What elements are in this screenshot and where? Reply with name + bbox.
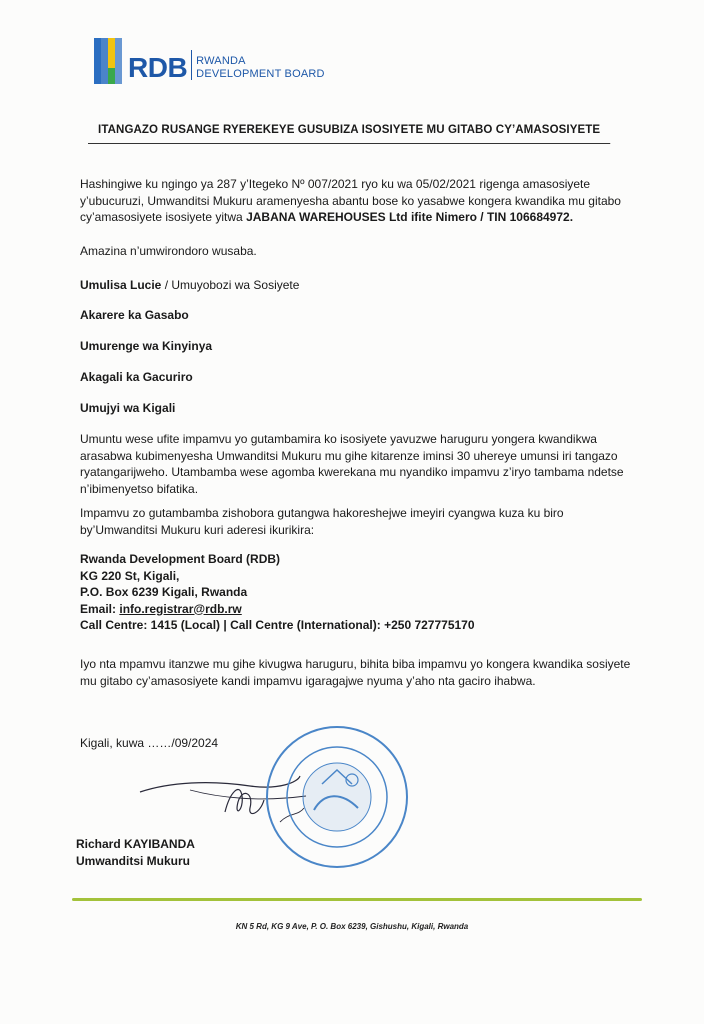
contact-street: KG 220 St, Kigali, <box>80 568 180 583</box>
signatory-name: Richard KAYIBANDA <box>76 837 195 851</box>
company-name: JABANA WAREHOUSES Ltd ifite Nimero / TIN 106684972. <box>246 210 574 224</box>
logo-divider <box>191 50 192 80</box>
logo-wordmark: RDB <box>128 52 188 83</box>
address-district: Akarere ka Gasabo <box>80 308 189 322</box>
contact-org: Rwanda Development Board (RDB) <box>80 552 281 566</box>
contact-po-box: P.O. Box 6239 Kigali, Rwanda <box>80 585 248 599</box>
contact-block <box>80 551 636 634</box>
email-link[interactable]: info.registrar@rdb.rw <box>119 601 242 616</box>
logo-subtitle: RWANDA DEVELOPMENT BOARD <box>196 55 325 80</box>
flag-stripes-icon <box>94 38 122 84</box>
footer-address: KN 5 Rd, KG 9 Ave, P. O. Box 6239, Gishushu, Kigali, Rwanda <box>235 922 469 931</box>
address-cell: Akagali ka Gacuriro <box>80 370 193 384</box>
signatory-block <box>76 836 632 869</box>
address-sector: Umurenge wa Kinyinya <box>80 339 213 353</box>
footer-rule <box>72 898 642 901</box>
rdb-logo <box>94 38 325 84</box>
representative <box>80 277 636 294</box>
representative-name: Umulisa Lucie <box>80 278 162 292</box>
date-line: Kigali, kuwa ……/09/2024 <box>80 736 219 750</box>
details-heading: Amazina n’umwirondoro wusaba. <box>80 244 257 258</box>
address-city: Umujyi wa Kigali <box>80 401 176 415</box>
intro-paragraph: Hashingiwe ku ngingo ya 287 y’Itegeko Nº 007/2021 ryo ku wa 05/02/2021 rigenga amasosiyete y’ubucuruzi, Umwanditsi Mukuru aramenyesha abantu bose ko yasabwe kongera kwandika mu gitabo cy’amasosiyete isosiyete yitwa JABANA WAREHOUSES Ltd ifite Nimero / TIN 106684972. <box>80 177 621 224</box>
representative-role: / Umuyobozi wa Sosiyete <box>161 278 300 292</box>
contact-call-centre: Call Centre: 1415 (Local) | Call Centre (International): +250 727775170 <box>80 618 475 632</box>
notice-title: ITANGAZO RUSANGE RYEREKEYE GUSUBIZA ISOSIYETE MU GITABO CY’AMASOSIYETE <box>88 122 610 144</box>
contact-email-line: Email: info.registrar@rdb.rw <box>80 601 242 616</box>
objection-paragraph: Umuntu wese ufite impamvu yo gutambamira ko isosiyete yavuzwe haruguru yongera kwandikwa arasabwa kubimenyesha Umwanditsi Mukuru mu gihe kitarenze iminsi 30 uhereye umunsi iri tangazo ryatangarijweho. Utambamba wese agomba kwerekana mu nyandiko impamvu z’iryo tambama ndetse n’ibimenyetso bifatika. <box>80 432 624 496</box>
closing-paragraph: Iyo nta mpamvu itanzwe mu gihe kivugwa haruguru, bihita biba impamvu yo kongera kwandika sosiyete mu gitabo cy’amasosiyete kandi impamvu igaragajwe nyuma y’aho nta gaciro ihabwa. <box>80 657 631 688</box>
delivery-paragraph: Impamvu zo gutambamba zishobora gutangwa hakoreshejwe imeyiri cyangwa kuza ku biro by’Umwanditsi Mukuru kuri aderesi ikurikira: <box>80 506 564 537</box>
signatory-title: Umwanditsi Mukuru <box>76 853 191 868</box>
